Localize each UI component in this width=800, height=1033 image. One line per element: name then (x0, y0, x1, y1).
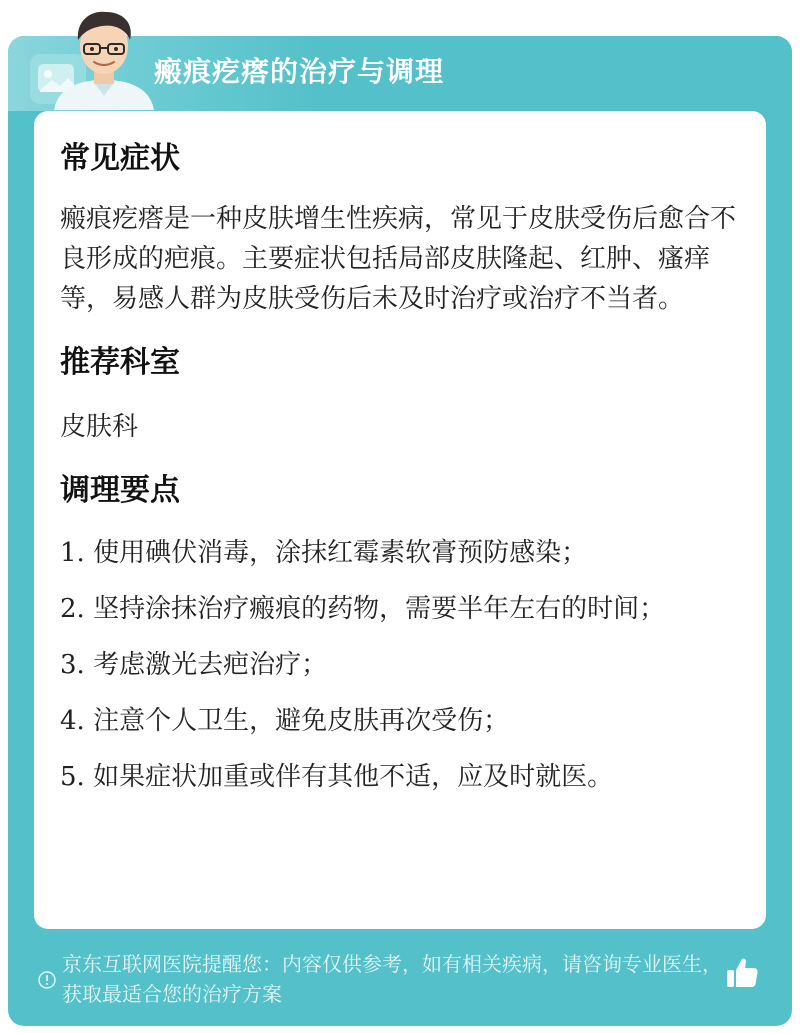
list-item-text: 考虑激光去疤治疗； (93, 650, 328, 680)
list-item-number: 3. (60, 650, 85, 680)
info-icon (38, 971, 56, 989)
list-item-text: 注意个人卫生，避免皮肤再次受伤； (93, 706, 510, 736)
department-text: 皮肤科 (60, 412, 139, 442)
list-item-number: 5. (60, 762, 85, 792)
list-item (60, 701, 740, 741)
list-item (60, 589, 740, 629)
section-title-care: 调理要点 (60, 473, 180, 508)
symptoms-text: 瘢痕疙瘩是一种皮肤增生性疾病，常见于皮肤受伤后愈合不良形成的疤痕。主要症状包括局部皮肤隆起、红肿、瘙痒等，易感人群为皮肤受伤后未及时治疗或治疗不当者。 (60, 204, 737, 314)
list-item (60, 533, 740, 573)
content-panel (34, 111, 766, 929)
care-list (60, 533, 740, 797)
list-item (60, 757, 740, 797)
list-item (60, 645, 740, 685)
article-card (8, 36, 792, 1026)
section-title-symptoms: 常见症状 (60, 141, 180, 176)
footer (8, 941, 792, 1026)
list-item-text: 坚持涂抹治疗瘢痕的药物，需要半年左右的时间； (93, 594, 666, 624)
page-title: 瘢痕疙瘩的治疗与调理 (154, 55, 445, 88)
list-item-number: 1. (60, 538, 85, 568)
list-item-text: 使用碘伏消毒，涂抹红霉素软膏预防感染； (93, 538, 588, 568)
doctor-avatar-icon (44, 6, 164, 110)
list-item-text: 如果症状加重或伴有其他不适，应及时就医。 (93, 762, 614, 792)
disclaimer-text: 京东互联网医院提醒您：内容仅供参考，如有相关疾病，请咨询专业医生，获取最适合您的治疗方案 (62, 952, 722, 1006)
thumbs-up-icon[interactable] (724, 955, 760, 991)
list-item-number: 4. (60, 706, 85, 736)
section-title-department: 推荐科室 (60, 345, 180, 380)
list-item-number: 2. (60, 594, 85, 624)
